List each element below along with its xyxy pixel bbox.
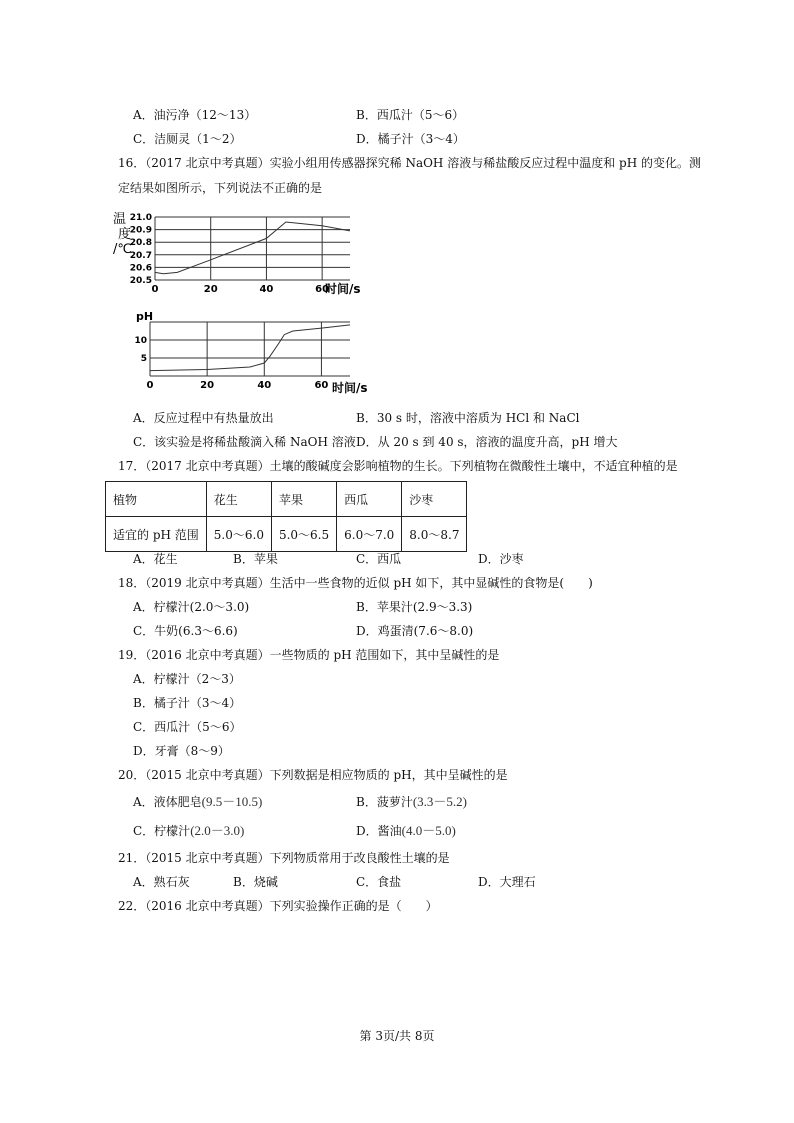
q21-option-a: A．熟石灰 [133,875,190,889]
q18-stem: 18．（2019 北京中考真题）生活中一些食物的近似 pH 如下，其中显碱性的食物是( ) [118,576,593,590]
q17-option-d: D．沙枣 [478,552,524,566]
q19-option-d: D．牙膏（8～9） [133,744,230,758]
q16-option-d: D．从 20 s 到 40 s，溶液的温度升高，pH 增大 [356,435,618,449]
q21-option-c: C．食盐 [356,875,402,889]
temperature-y-tick-label: 20.9 [129,225,152,236]
temperature-x-tick-label: 20 [203,284,218,295]
q18-option-a: A．柠檬汁(2.0～3.0) [133,600,250,614]
q20-option-c [133,823,244,839]
q15-option-a: A．油污净（12～13） [133,108,257,122]
q18-option-c: C．牛奶(6.3～6.6) [133,624,238,638]
q17-option-c: C．西瓜 [356,552,402,566]
temperature-ylabel-char: /℃ [113,242,132,257]
ph-x-tick-label: 60 [314,380,329,391]
q15-option-b: B．西瓜汁（5～6） [356,108,465,122]
table-cell: 花生 [206,482,271,517]
q20-option-a [133,794,262,810]
temperature-chart [110,205,370,297]
ph-x-tick-label: 0 [146,380,154,391]
q19-option-c: C．西瓜汁（5～6） [133,720,242,734]
q20-option-b [356,794,467,810]
q22-stem: 22．（2016 北京中考真题）下列实验操作正确的是（ ） [118,899,438,913]
q15-option-d: D．橘子汁（3～4） [356,132,465,146]
q16-option-c: C．该实验是将稀盐酸滴入稀 NaOH 溶液 [133,435,356,449]
temperature-x-tick-label: 60 [315,284,330,295]
table-cell: 植物 [106,482,207,517]
ph-y-tick-label: 5 [140,354,147,364]
table-cell: 西瓜 [337,482,402,517]
temperature-ylabel-char: 温 [113,212,127,227]
q16-stem-line1: 16．（2017 北京中考真题）实验小组用传感器探究稀 NaOH 溶液与稀盐酸反应过程中温度和 pH 的变化。测 [118,156,701,170]
q20-option-d-label: D．酱油 [356,824,402,838]
temperature-x-tick-label: 40 [259,284,274,295]
temperature-y-tick-label: 20.8 [129,238,152,249]
q19-option-a: A．柠檬汁（2～3） [133,672,241,686]
q17-option-a: A．花生 [133,552,178,566]
q21-option-b: B．烧碱 [233,875,278,889]
q20-option-a-range: (9.5－10.5) [201,794,263,809]
temperature-y-tick-label: 20.5 [129,276,152,286]
ph-ylabel: pH [136,310,154,323]
q18-option-d: D．鸡蛋清(7.6～8.0) [356,624,474,638]
table-cell: 8.0～8.7 [402,517,467,552]
q20-stem: 20．（2015 北京中考真题）下列数据是相应物质的 pH，其中呈碱性的是 [118,768,508,782]
q18-option-b: B．苹果汁(2.9～3.3) [356,600,473,614]
q21-option-d: D．大理石 [478,875,536,889]
table-header-row [106,482,467,517]
temperature-y-tick-label: 20.6 [129,263,152,274]
temperature-xlabel: 时间/s [325,282,361,296]
table-cell: 6.0～7.0 [337,517,402,552]
ph-range-table [105,481,467,552]
q19-stem: 19．（2016 北京中考真题）一些物质的 pH 范围如下，其中呈碱性的是 [118,648,500,662]
q21-stem: 21．（2015 北京中考真题）下列物质常用于改良酸性土壤的是 [118,851,450,865]
ph-x-tick-label: 20 [200,380,215,391]
table-cell: 5.0～6.0 [206,517,271,552]
q16-option-a: A．反应过程中有热量放出 [133,411,274,425]
temperature-y-tick-label: 20.7 [129,250,152,261]
q20-option-c-label: C．柠檬汁 [133,824,191,838]
q20-option-a-label: A．液体肥皂 [133,795,202,809]
q20-option-d [356,823,456,839]
page-footer: 第 3页/共 8页 [359,1029,435,1043]
table-cell: 沙枣 [402,482,467,517]
ph-chart [130,310,375,398]
q15-option-c: C．洁厕灵（1～2） [133,132,242,146]
q17-stem: 17．（2017 北京中考真题）土壤的酸碱度会影响植物的生长。下列植物在微酸性土壤中，不适宜种植的是 [118,459,678,473]
q16-option-b: B．30 s 时，溶液中溶质为 HCl 和 NaCl [356,411,580,425]
q20-option-c-range: (2.0－3.0) [190,823,245,838]
q16-stem-line2: 定结果如图所示，下列说法不正确的是 [118,181,323,195]
table-cell: 苹果 [271,482,336,517]
table-cell: 5.0～6.5 [271,517,336,552]
q20-option-b-range: (3.3－5.2) [412,794,467,809]
table-row [106,517,467,552]
q19-option-b: B．橘子汁（3～4） [133,696,242,710]
temperature-x-tick-label: 0 [151,284,159,295]
temperature-y-tick-label: 21.0 [129,213,152,223]
temperature-ylabel-char: 度 [118,227,132,242]
ph-xlabel: 时间/s [332,381,368,395]
ph-y-tick-label: 10 [134,336,147,346]
table-cell: 适宜的 pH 范围 [106,517,207,552]
ph-series-line [150,325,350,371]
ph-x-tick-label: 40 [257,380,272,391]
q20-option-b-label: B．菠萝汁 [356,795,413,809]
q20-option-d-range: (4.0－5.0) [401,823,456,838]
q17-option-b: B．苹果 [233,552,278,566]
